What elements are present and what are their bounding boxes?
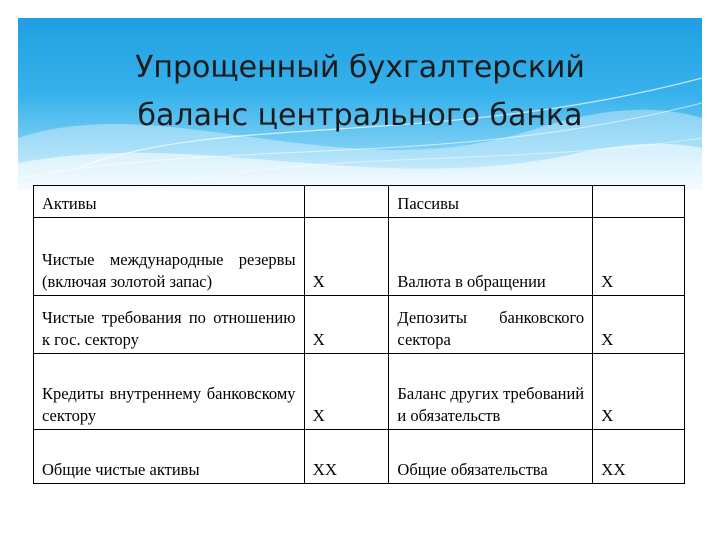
- table-row: [34, 218, 685, 296]
- asset-label: Чистые международные резервы (включая золотой запас): [34, 218, 305, 296]
- slide-title: [18, 44, 702, 140]
- slide-header: [18, 18, 702, 190]
- asset-value: Х: [304, 218, 389, 296]
- title-line-2: баланс центрального банка: [137, 98, 583, 133]
- table-header-row: [34, 186, 685, 218]
- header-liabilities-value: [593, 186, 685, 218]
- liability-value: Х: [593, 296, 685, 354]
- header-assets: Активы: [34, 186, 305, 218]
- asset-value: ХХ: [304, 430, 389, 484]
- liability-value: Х: [593, 354, 685, 430]
- liability-label: Баланс других требований и обязательств: [389, 354, 593, 430]
- table-row: [34, 296, 685, 354]
- liability-value: ХХ: [593, 430, 685, 484]
- liability-label: Депозиты банковского сектора: [389, 296, 593, 354]
- asset-label: Чистые требования по отношению к гос. сектору: [34, 296, 305, 354]
- asset-value: Х: [304, 296, 389, 354]
- balance-table: [33, 185, 685, 484]
- asset-label: Кредиты внутреннему банковскому сектору: [34, 354, 305, 430]
- header-assets-value: [304, 186, 389, 218]
- liability-label: Общие обязательства: [389, 430, 593, 484]
- header-liabilities: Пассивы: [389, 186, 593, 218]
- asset-value: Х: [304, 354, 389, 430]
- table-row: [34, 430, 685, 484]
- asset-label: Общие чистые активы: [34, 430, 305, 484]
- liability-value: Х: [593, 218, 685, 296]
- liability-label: Валюта в обращении: [389, 218, 593, 296]
- table-row: [34, 354, 685, 430]
- title-line-1: Упрощенный бухгалтерский: [135, 50, 585, 85]
